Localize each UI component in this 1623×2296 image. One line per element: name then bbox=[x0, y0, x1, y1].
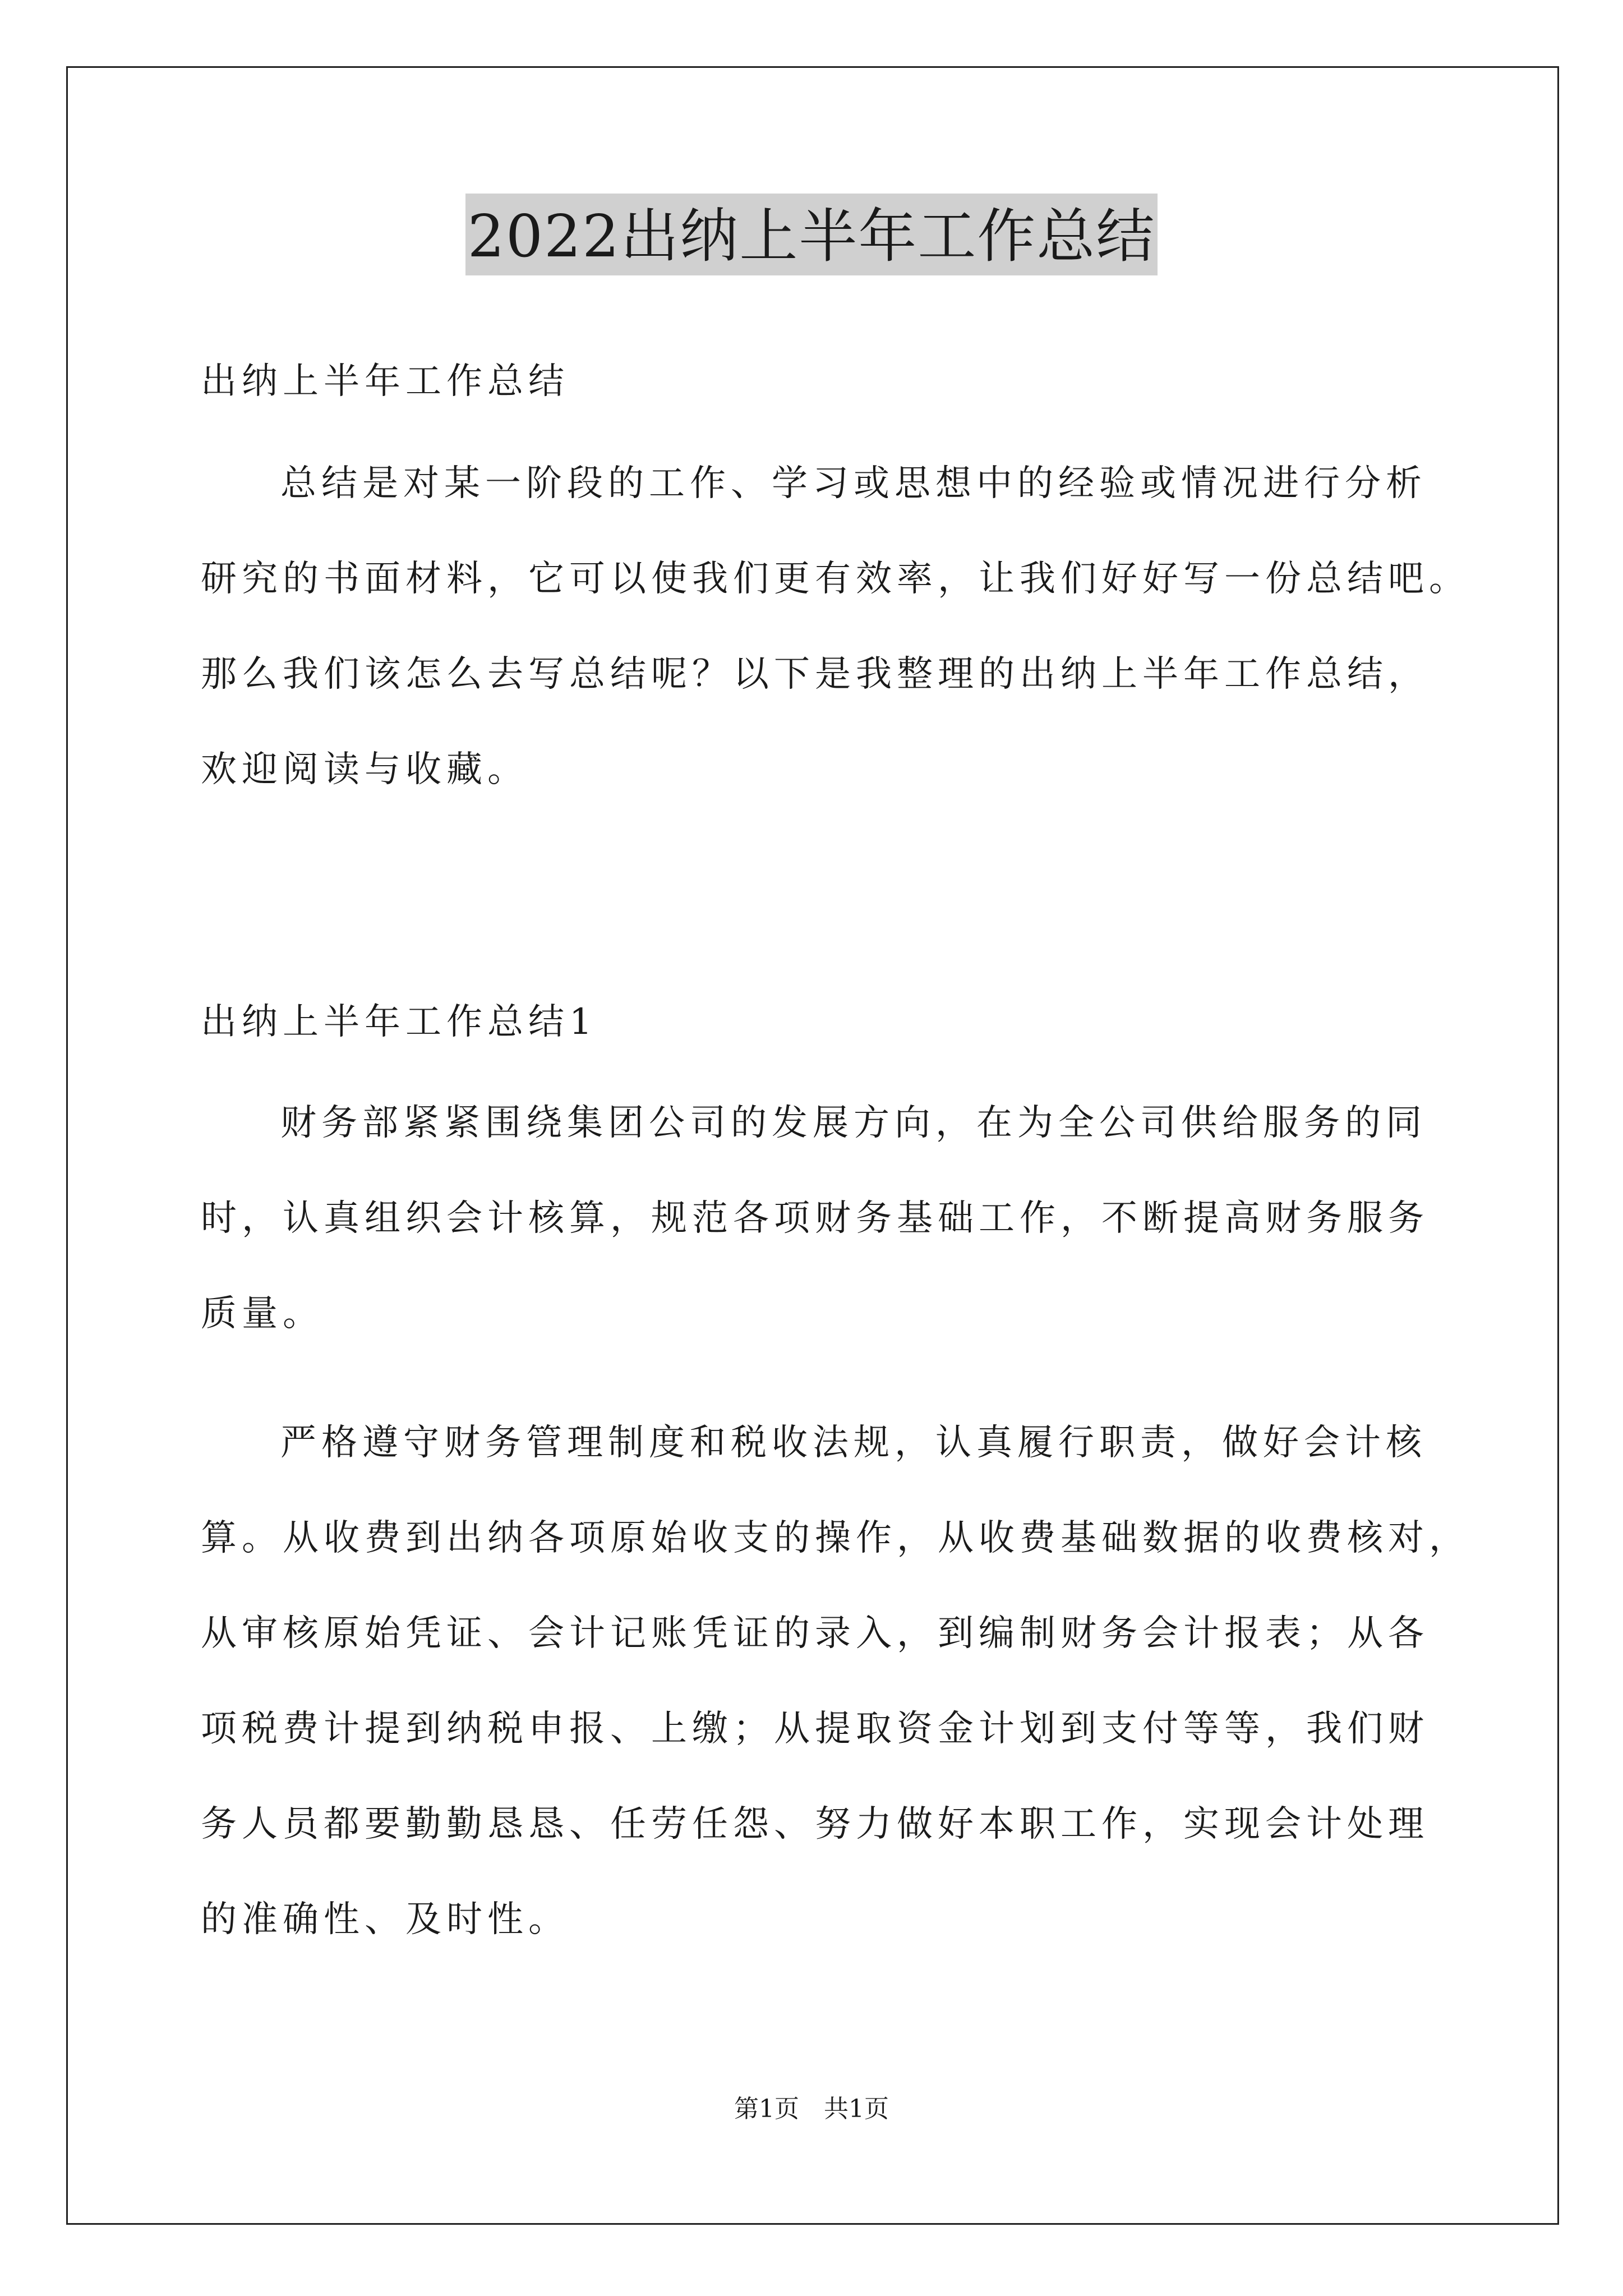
intro-line: 总结是对某一阶段的工作、学习或思想中的经验或情况进行分析 bbox=[280, 463, 1427, 504]
section-para2-line: 项税费计提到纳税申报、上缴；从提取资金计划到支付等等，我们财 bbox=[201, 1708, 1429, 1750]
intro-line: 研究的书面材料，它可以使我们更有效率，让我们好好写一份总结吧。 bbox=[201, 558, 1470, 600]
section-para1-line: 财务部紧紧围绕集团公司的发展方向，在为全公司供给服务的同 bbox=[280, 1102, 1427, 1144]
intro-line: 那么我们该怎么去写总结呢？以下是我整理的出纳上半年工作总结， bbox=[201, 654, 1429, 695]
section-para1-line: 时，认真组织会计核算，规范各项财务基础工作，不断提高财务服务 bbox=[201, 1198, 1429, 1239]
section-para2-line: 务人员都要勤勤恳恳、任劳任怨、努力做好本职工作，实现会计处理 bbox=[201, 1803, 1429, 1845]
section-heading: 出纳上半年工作总结1 bbox=[201, 1001, 597, 1043]
intro-heading: 出纳上半年工作总结 bbox=[201, 361, 569, 402]
intro-line: 欢迎阅读与收藏。 bbox=[201, 749, 528, 790]
title-container bbox=[0, 194, 1623, 275]
page-footer: 第1页 共1页 bbox=[734, 2095, 889, 2123]
section-para2-line: 从审核原始凭证、会计记账凭证的录入，到编制财务会计报表；从各 bbox=[201, 1613, 1429, 1654]
section-para2-line: 严格遵守财务管理制度和税收法规，认真履行职责，做好会计核 bbox=[280, 1422, 1427, 1464]
section-para1-line: 质量。 bbox=[201, 1293, 324, 1335]
section-para2-line: 算。从收费到出纳各项原始收支的操作，从收费基础数据的收费核对， bbox=[201, 1517, 1470, 1559]
document-title: 2022出纳上半年工作总结 bbox=[465, 194, 1158, 275]
section-para2-line: 的准确性、及时性。 bbox=[201, 1899, 569, 1940]
